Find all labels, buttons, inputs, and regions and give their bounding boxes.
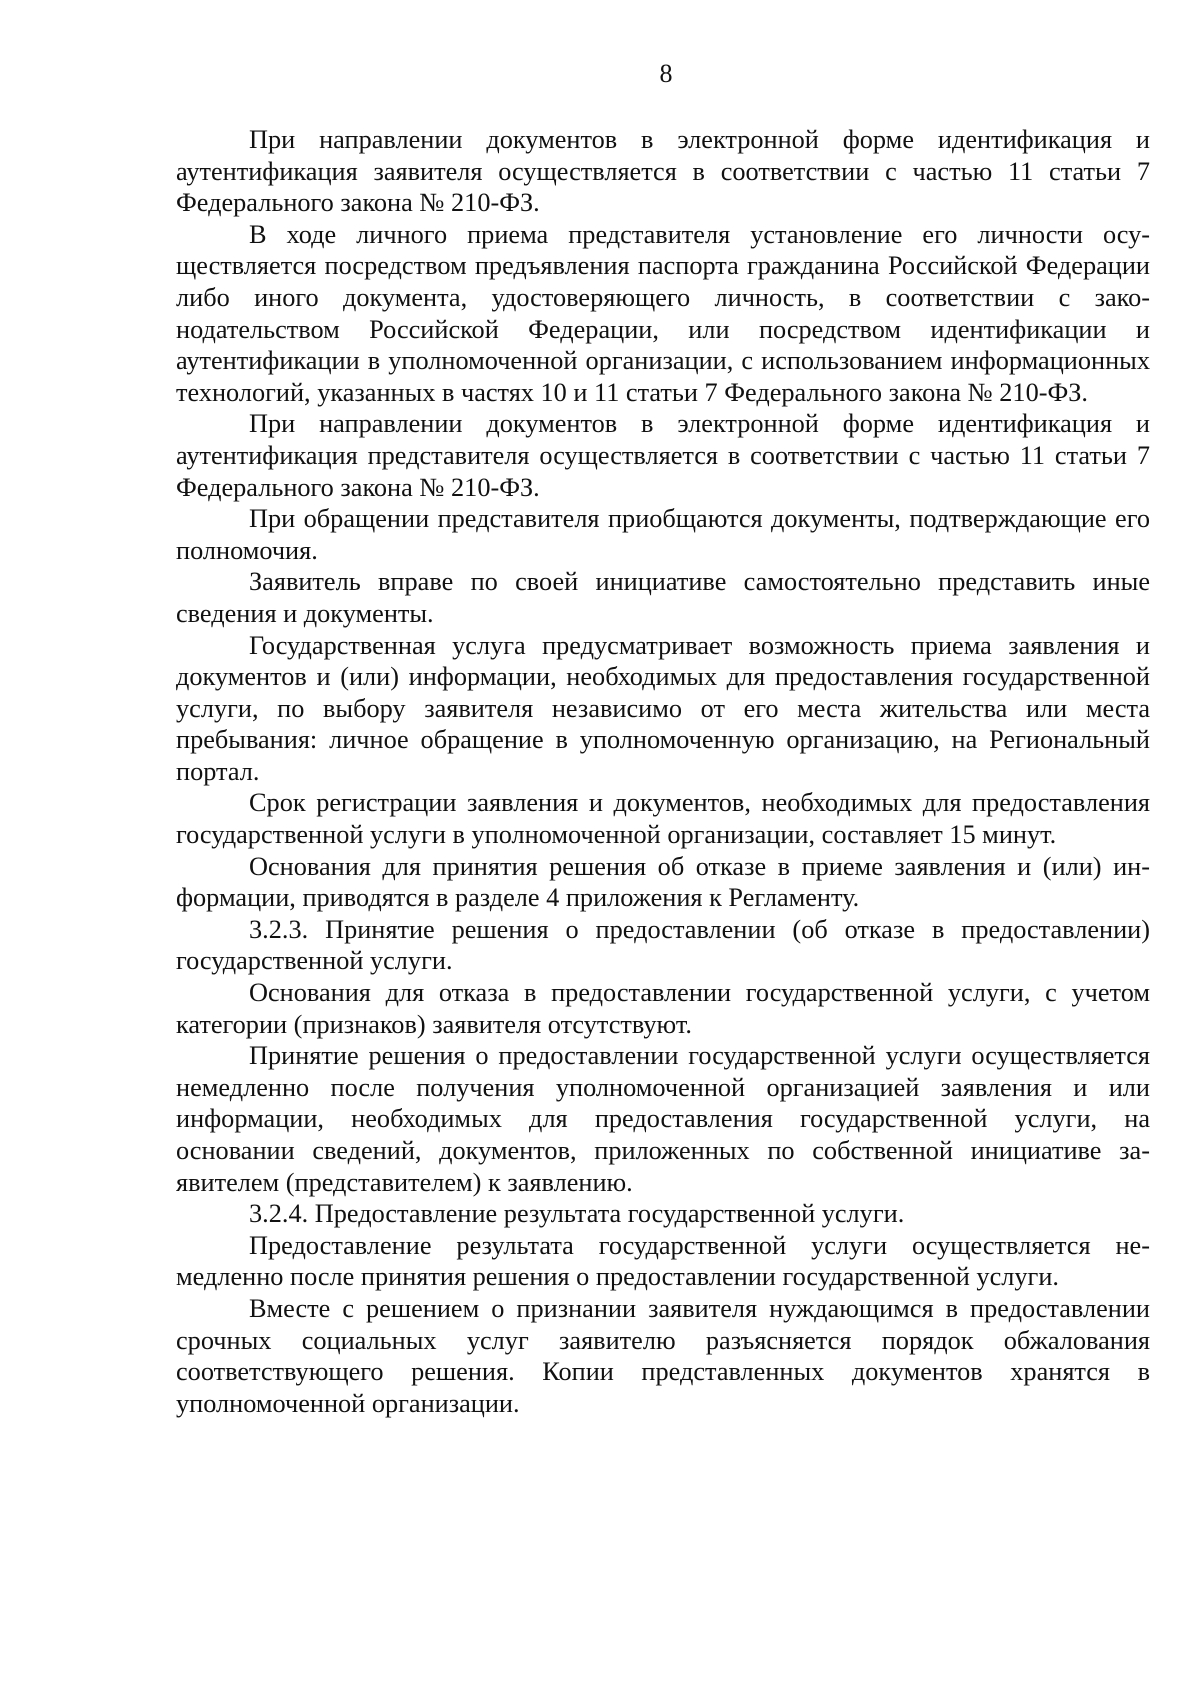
paragraph-refusal-grounds: Основания для принятия решения об отказе в приеме заявления и (или) информации, приводятся в разделе 4 приложения к Регламенту. bbox=[176, 851, 1150, 913]
section-heading-3-2-4: 3.2.4. Предоставление результата государственной услуги. bbox=[249, 1199, 905, 1229]
section-heading-3-2-3: 3.2.3. Принятие решения о предоставлении (об отказе в предоставлении) государственной услуги. bbox=[176, 914, 1150, 976]
paragraph-decision-making: Принятие решения о предоставлении государственной услуги осуществляется немедленно после получения уполномоченной организацией заявления и или информации, необходимых для предоставления государственной услуги, на основании сведений, документов, приложенных по собственной инициативе заявителем (представителем) к заявлению. bbox=[176, 1041, 1150, 1197]
paragraph-applicant-initiative: Заявитель вправе по своей инициативе самостоятельно представить иные сведения и документы. bbox=[176, 567, 1150, 628]
paragraph-identification-representative: При направлении документов в электронной форме идентификация и аутентификация представителя осуществляется в соответствии с частью 11 статьи 7 Федерального закона № 210-ФЗ. bbox=[176, 409, 1150, 502]
paragraph-identification-applicant: При направлении документов в электронной форме идентификация и аутентификация заявителя осуществляется в соответствии с частью 11 статьи 7 Федерального закона № 210-ФЗ. bbox=[176, 125, 1150, 218]
page-number: 8 bbox=[659, 59, 673, 88]
document-body bbox=[176, 124, 1150, 1419]
paragraph-no-refusal-grounds: Основания для отказа в предоставлении государственной услуги, с учетом категории (признаков) заявителя отсутствуют. bbox=[176, 978, 1150, 1039]
paragraph-result-provision: Предоставление результата государственной услуги осуществляется немедленно после принятия решения о предоставлении государственной услуги. bbox=[176, 1230, 1150, 1292]
paragraph-representative-identity: В ходе личного приема представителя установление его личности осуществляется посредством предъявления паспорта гражданина Российской Федерации либо иного документа, удостоверяющего личность, в соответствии с законодательством Российской Федерации, или посредством идентификации и аутентификации в уполномоченной организации, с использованием информационных технологий, указанных в частях 10 и 11 статьи 7 Федерального закона № 210-ФЗ. bbox=[176, 219, 1150, 407]
paragraph-registration-term: Срок регистрации заявления и документов, необходимых для предоставления государственной услуги в уполномоченной организации, составляет 15 минут. bbox=[176, 788, 1150, 850]
paragraph-appeal-procedure: Вместе с решением о признании заявителя нуждающимся в предоставлении срочных социальных услуг заявителю разъясняется порядок обжалования соответствующего решения. Копии представленных документов хранятся в уполномоченной организации. bbox=[176, 1293, 1150, 1418]
paragraph-service-submission-options: Государственная услуга предусматривает возможность приема заявления и документов и (или) информации, необходимых для предоставления государственной услуги, по выбору заявителя независимо от его места жительства или места пребывания: личное обращение в уполномоченную организацию, на Региональный портал. bbox=[176, 630, 1150, 786]
paragraph-representative-documents: При обращении представителя приобщаются документы, подтверждающие его полномочия. bbox=[176, 504, 1150, 565]
